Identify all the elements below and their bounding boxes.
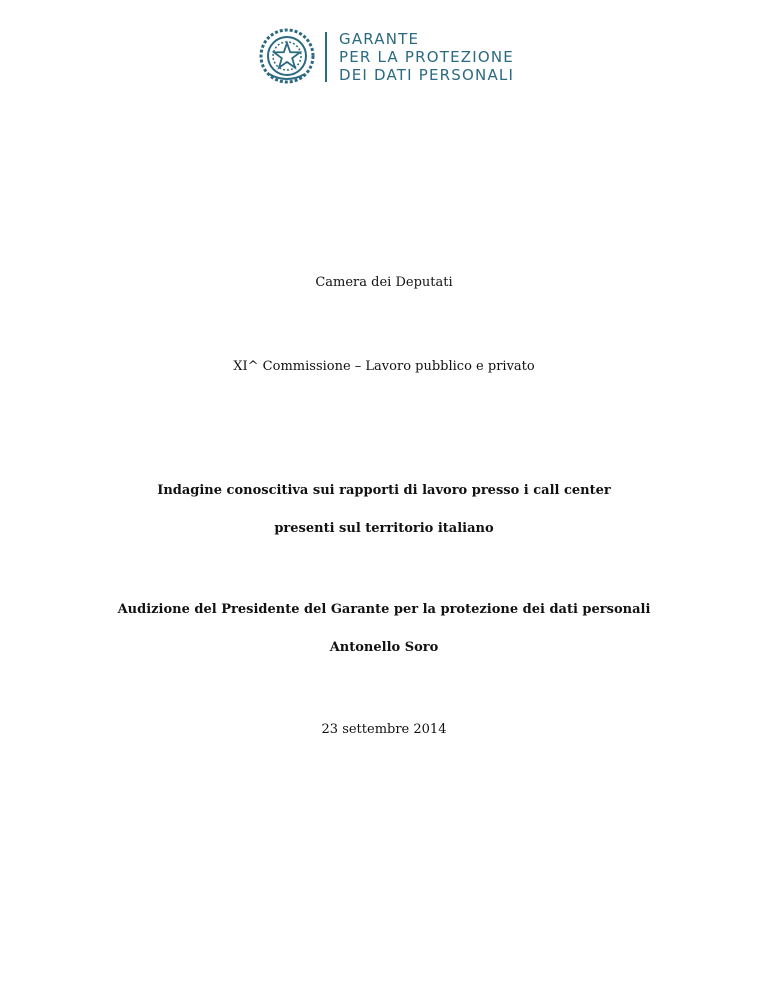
logo-line-1: GARANTE bbox=[339, 30, 420, 48]
logo-divider bbox=[325, 32, 327, 82]
document-title-line-1: Indagine conoscitiva sui rapporti di lavoro presso i call center bbox=[157, 483, 611, 498]
logo-line-3: DEI DATI PERSONALI bbox=[339, 66, 515, 84]
commission-name: XI^ Commissione – Lavoro pubblico e privato bbox=[233, 359, 535, 374]
logo-wordmark bbox=[339, 30, 514, 84]
logo-line-2: PER LA PROTEZIONE bbox=[339, 48, 514, 66]
italian-republic-emblem-icon bbox=[259, 28, 315, 84]
garante-logo bbox=[259, 28, 519, 88]
speaker-name: Antonello Soro bbox=[329, 640, 439, 655]
document-title-line-2: presenti sul territorio italiano bbox=[274, 521, 494, 536]
hearing-date: 23 settembre 2014 bbox=[321, 722, 447, 737]
hearing-title: Audizione del Presidente del Garante per la protezione dei dati personali bbox=[117, 602, 651, 617]
institution-name: Camera dei Deputati bbox=[315, 275, 453, 290]
